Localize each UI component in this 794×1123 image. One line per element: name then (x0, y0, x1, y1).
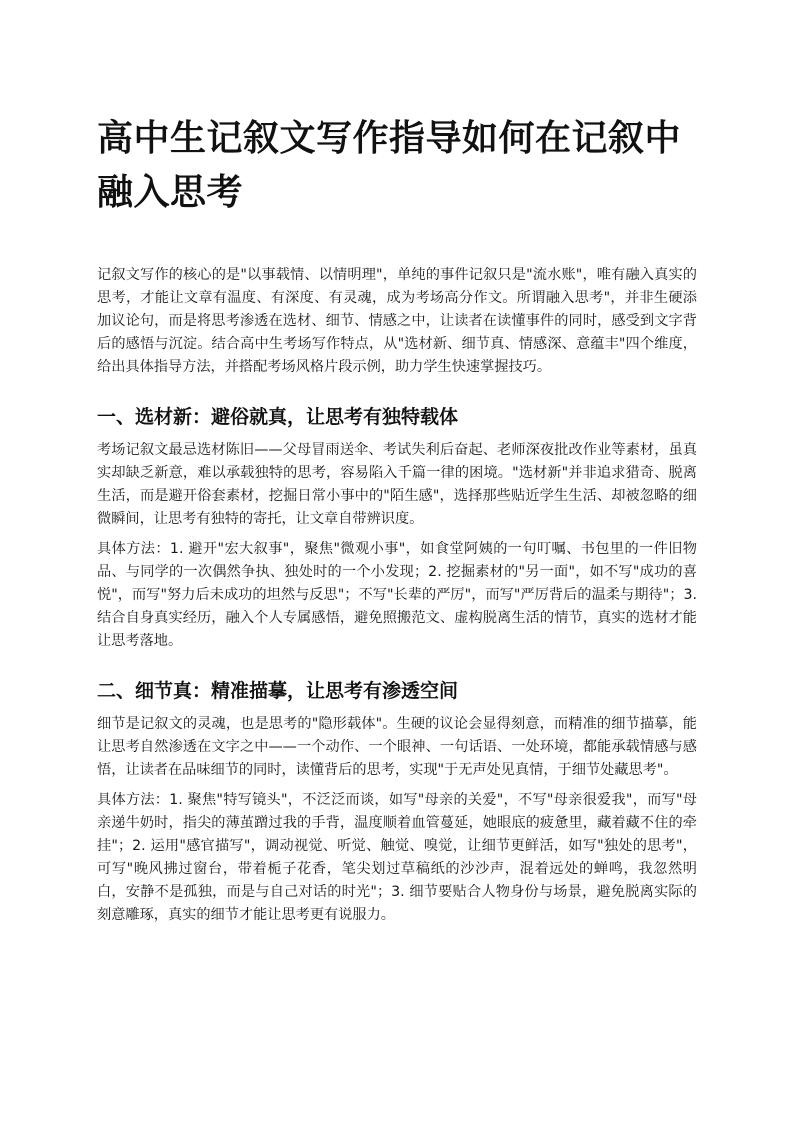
document-page (97, 112, 697, 934)
section-2-heading: 二、细节真：精准描摹，让思考有渗透空间 (97, 680, 459, 702)
section-2-paragraph-2: 具体方法：1. 聚焦"特写镜头"，不泛泛而谈，如写"母亲的关爱"，不写"母亲很爱我"，而写"母亲递牛奶时，指尖的薄茧蹭过我的手背，温度顺着血管蔓延，她眼底的疲惫里，藏着藏不住的牵挂"；2. 运用"感官描写"，调动视觉、听觉、触觉、嗅觉，让细节更鲜活，如写"独处的思考"，可写"晚风拂过窗台，带着栀子花香，笔尖划过草稿纸的沙沙声，混着远处的蝉鸣，我忽然明白，安静不是孤独，而是与自己对话的时光"；3. 细节要贴合人物身份与场景，避免脱离实际的刻意雕琢，真实的细节才能让思考更有说服力。 (97, 792, 697, 923)
section-2-paragraph-1: 细节是记叙文的灵魂，也是思考的"隐形载体"。生硬的议论会显得刻意，而精准的细节描摹，能让思考自然渗透在文字之中——一个动作、一个眼神、一句话语、一处环境，都能承载情感与感悟，让读者在品味细节的同时，读懂背后的思考，实现"于无声处见真情，于细节处藏思考"。 (97, 716, 697, 778)
intro-paragraph: 记叙文写作的核心的是"以事载情、以情明理"，单纯的事件记叙只是"流水账"，唯有融入真实的思考，才能让文章有温度、有深度、有灵魂，成为考场高分作文。所谓融入思考"，并非生硬添加议论句，而是将思考渗透在选材、细节、情感之中，让读者在读懂事件的同时，感受到文字背后的感悟与沉淀。结合高中生考场写作特点，从"选材新、细节真、情感深、意蕴丰"四个维度，给出具体指导方法，并搭配考场风格片段示例，助力学生快速掌握技巧。 (97, 267, 697, 375)
section-1-heading: 一、选材新：避俗就真，让思考有独特载体 (97, 406, 459, 428)
section-1-paragraph-2: 具体方法：1. 避开"宏大叙事"，聚焦"微观小事"，如食堂阿姨的一句叮嘱、书包里的一件旧物品、与同学的一次偶然争执、独处时的一个小发现；2. 挖掘素材的"另一面"，如不写"成功的喜悦"，而写"努力后未成功的坦然与反思"；不写"长辈的严厉"，而写"严厉背后的温柔与期待"；3. 结合自身真实经历，融入个人专属感悟，避免照搬范文、虚构脱离生活的情节，真实的选材才能让思考落地。 (97, 541, 697, 649)
section-1-paragraph-1: 考场记叙文最忌选材陈旧——父母冒雨送伞、考试失利后奋起、老师深夜批改作业等素材，虽真实却缺乏新意，难以承载独特的思考，容易陷入千篇一律的困境。"选材新"并非追求猎奇、脱离生活，而是避开俗套素材，挖掘日常小事中的"陌生感"，选择那些贴近学生生活、却被忽略的细微瞬间，让思考有独特的寄托，让文章自带辨识度。 (97, 442, 697, 527)
document-title: 高中生记叙文写作指导如何在记叙中融入思考 (97, 118, 682, 213)
